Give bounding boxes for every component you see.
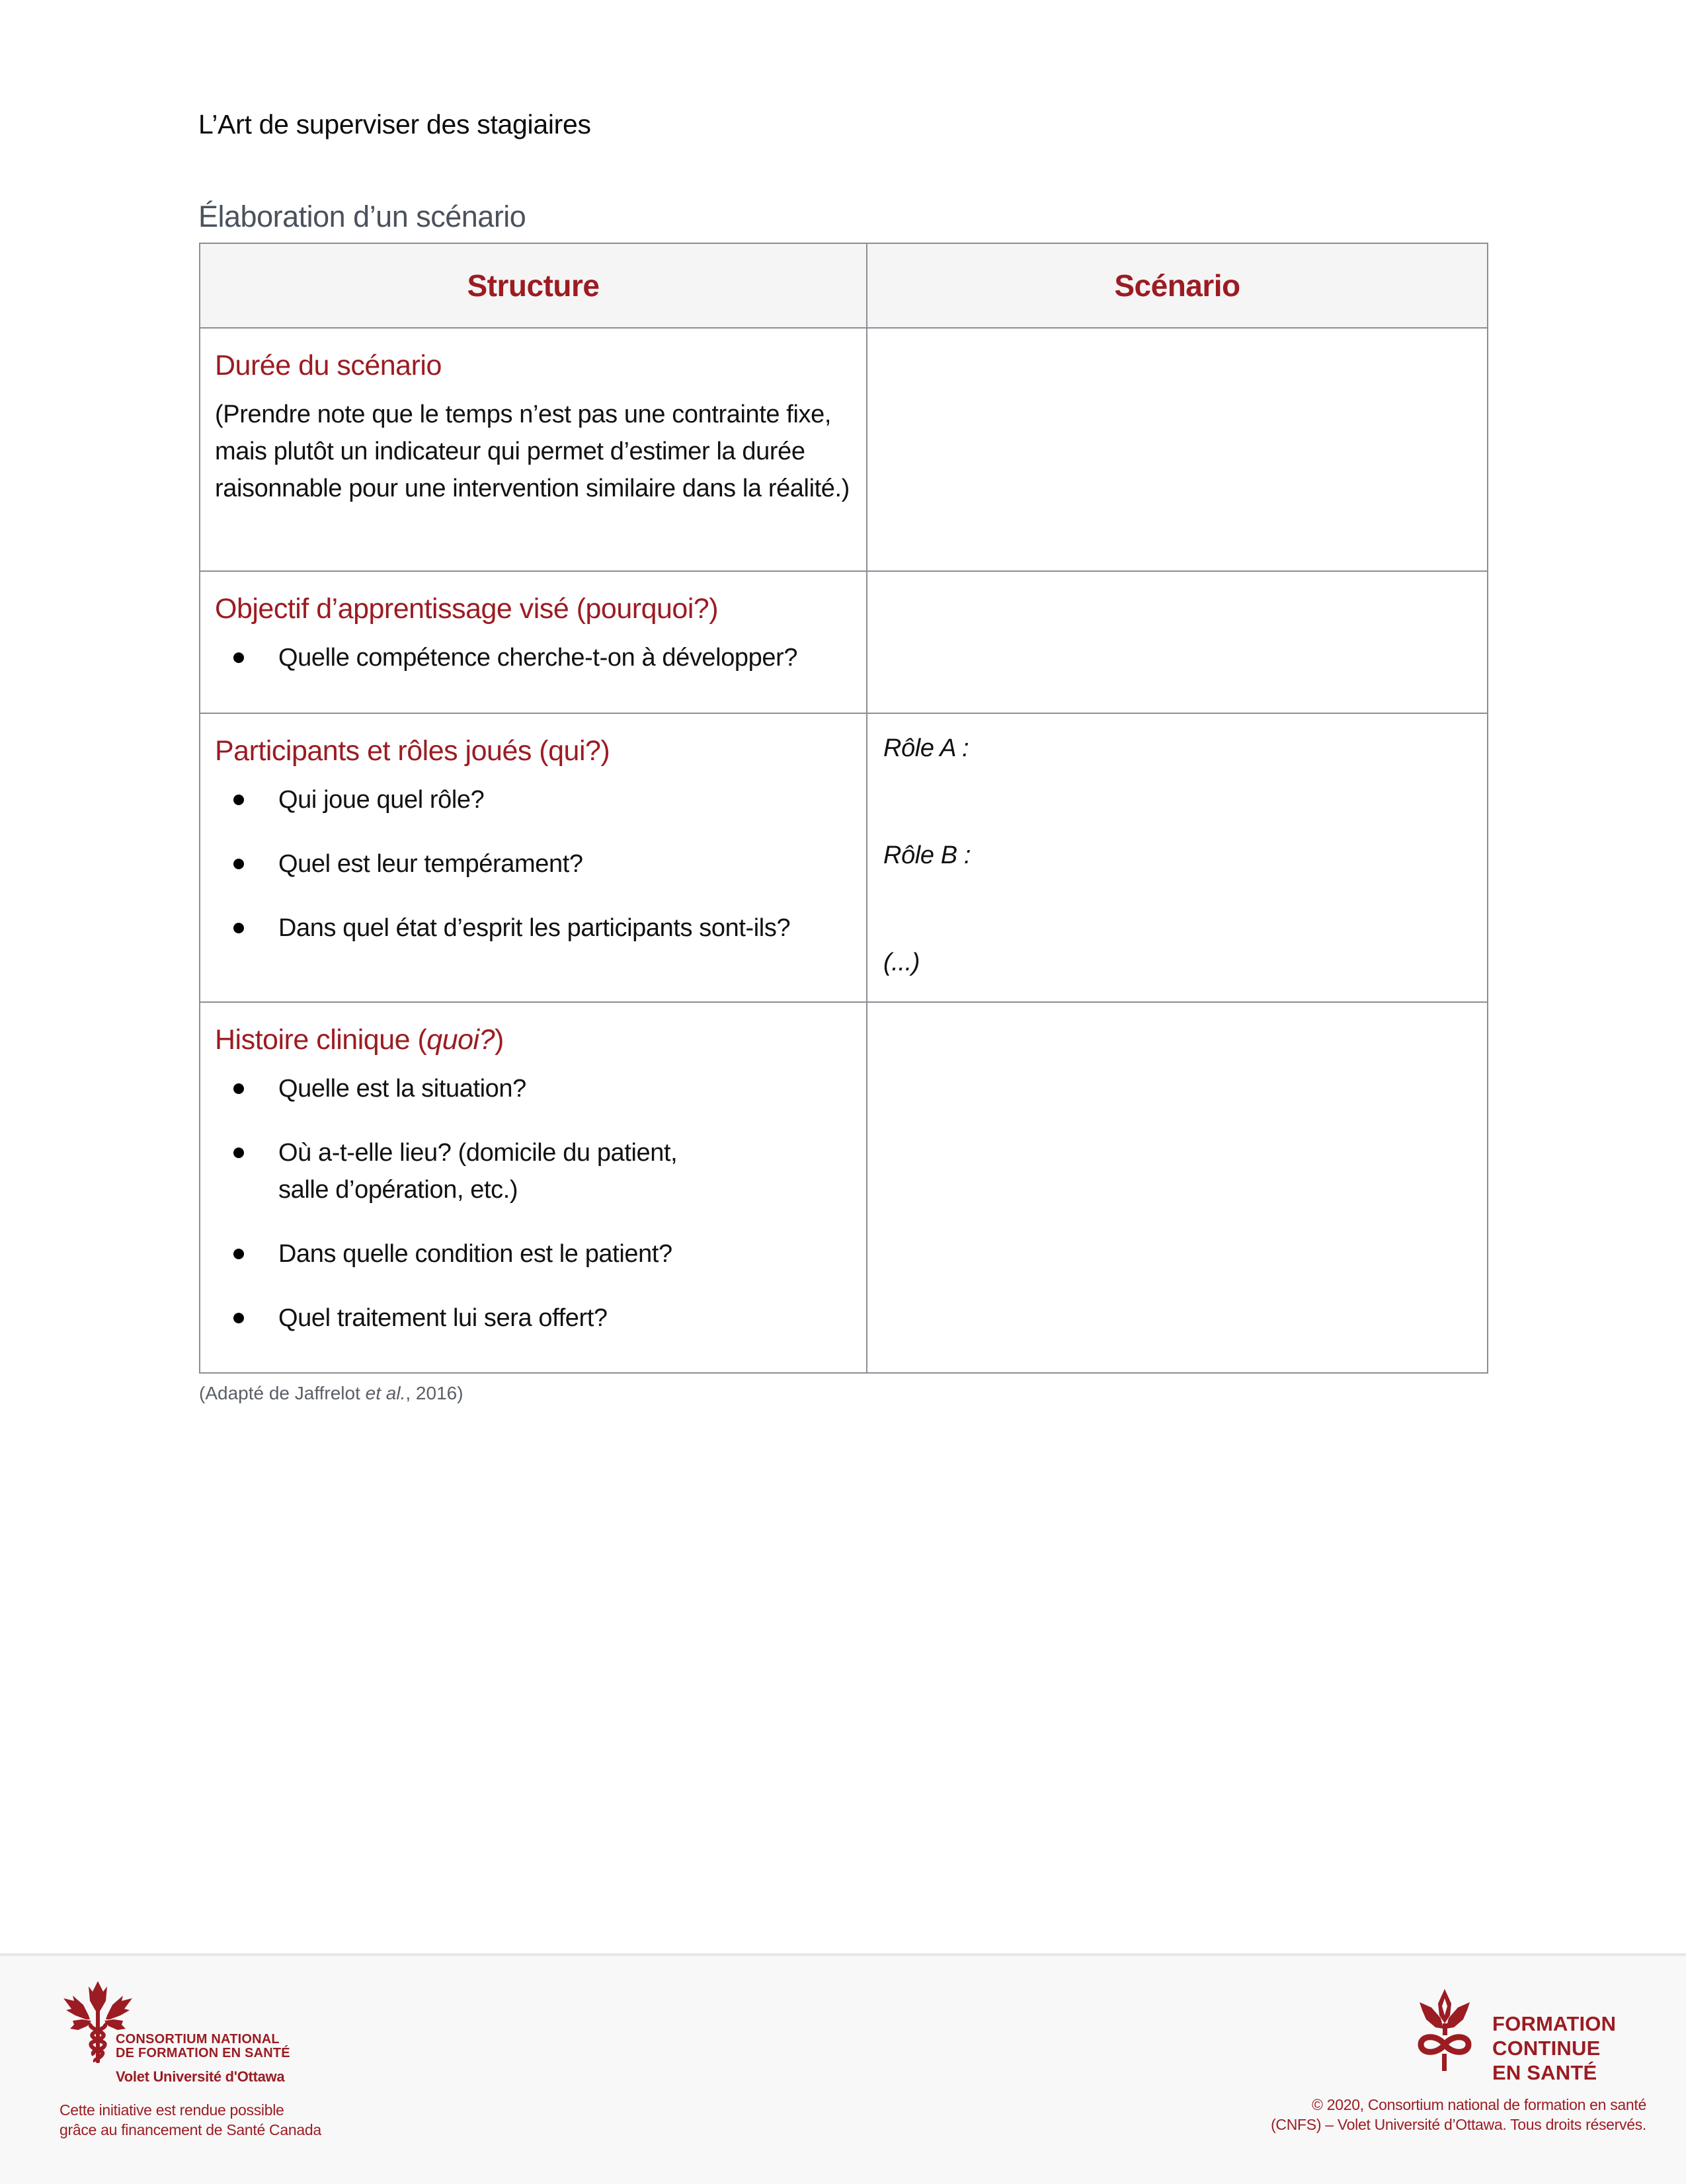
cnfs-volet-text: Volet Université d'Ottawa — [116, 2068, 285, 2085]
question-list — [215, 781, 853, 947]
list-item — [215, 1070, 853, 1107]
table-row-participants — [200, 713, 1488, 1002]
list-item — [215, 845, 853, 882]
list-item — [215, 781, 853, 818]
structure-cell — [200, 571, 867, 713]
role-b-label: Rôle B : — [883, 841, 971, 869]
page-footer — [0, 1953, 1686, 2184]
list-item-text: Quel est leur tempérament? — [278, 850, 583, 878]
section-subtitle: Élaboration d’un scénario — [198, 200, 526, 233]
list-item-text: Quelle compétence cherche-t-on à développer? — [278, 644, 798, 672]
table-header-row — [200, 243, 1488, 328]
row-heading: Histoire clinique (quoi?) — [215, 1024, 504, 1056]
scenario-cell-histoire[interactable] — [867, 1002, 1488, 1373]
table-row-duree — [200, 328, 1488, 571]
copyright-notice: © 2020, Consortium national de formation en santé (CNFS) – Volet Université d’Ottawa. Tous droits réservés. — [1271, 2096, 1646, 2133]
scenario-cell-participants[interactable] — [867, 713, 1488, 1002]
column-header-scenario: Scénario — [867, 243, 1488, 328]
structure-cell — [200, 713, 867, 1002]
question-list — [215, 639, 853, 676]
row-heading: Durée du scénario — [215, 350, 442, 381]
bullet-icon — [233, 859, 244, 869]
structure-cell — [200, 328, 867, 571]
cnfs-logo-text: CONSORTIUM NATIONAL DE FORMATION EN SANTÉ — [116, 2032, 290, 2060]
question-list — [215, 1070, 853, 1337]
formation-continue-logo-text: FORMATION CONTINUE EN SANTÉ — [1492, 2012, 1617, 2084]
list-item — [215, 639, 853, 676]
role-a-label: Rôle A : — [883, 734, 969, 762]
bullet-icon — [233, 923, 244, 933]
list-item — [215, 1300, 853, 1337]
bullet-icon — [233, 795, 244, 805]
list-item-text: Où a-t-elle lieu? (domicile du patient, salle d’opération, etc.) — [278, 1139, 678, 1204]
row-description: (Prendre note que le temps n’est pas une contrainte fixe, mais plutôt un indicateur qui permet d’estimer la durée raisonnable pour une intervention similaire dans la réalité.) — [215, 401, 850, 502]
bullet-icon — [233, 1083, 244, 1094]
bullet-icon — [233, 1313, 244, 1323]
table-row-objectif — [200, 571, 1488, 713]
source-caption: (Adapté de Jaffrelot et al., 2016) — [199, 1383, 463, 1403]
row-heading: Objectif d’apprentissage visé (pourquoi?) — [215, 593, 719, 625]
scenario-table — [199, 243, 1488, 1374]
row-heading: Participants et rôles joués (qui?) — [215, 735, 610, 767]
bullet-icon — [233, 1249, 244, 1259]
list-item-text: Quelle est la situation? — [278, 1075, 526, 1103]
list-item-text: Dans quelle condition est le patient? — [278, 1240, 672, 1268]
table-row-histoire — [200, 1002, 1488, 1373]
list-item — [215, 1134, 853, 1208]
formation-continue-leaf-icon — [1417, 1989, 1472, 2071]
funding-notice: Cette initiative est rendue possible grâce au financement de Santé Canada — [60, 2101, 321, 2138]
list-item-text: Dans quel état d’esprit les participants sont-ils? — [278, 914, 791, 942]
scenario-cell-duree[interactable] — [867, 328, 1488, 571]
list-item — [215, 1235, 853, 1272]
scenario-cell-objectif[interactable] — [867, 571, 1488, 713]
bullet-icon — [233, 652, 244, 663]
structure-cell — [200, 1002, 867, 1373]
list-item-text: Qui joue quel rôle? — [278, 786, 485, 814]
role-more-label: (...) — [883, 949, 920, 976]
document-title: L’Art de superviser des stagiaires — [198, 109, 591, 139]
bullet-icon — [233, 1148, 244, 1158]
list-item-text: Quel traitement lui sera offert? — [278, 1304, 608, 1332]
list-item — [215, 910, 853, 947]
column-header-structure: Structure — [200, 243, 867, 328]
